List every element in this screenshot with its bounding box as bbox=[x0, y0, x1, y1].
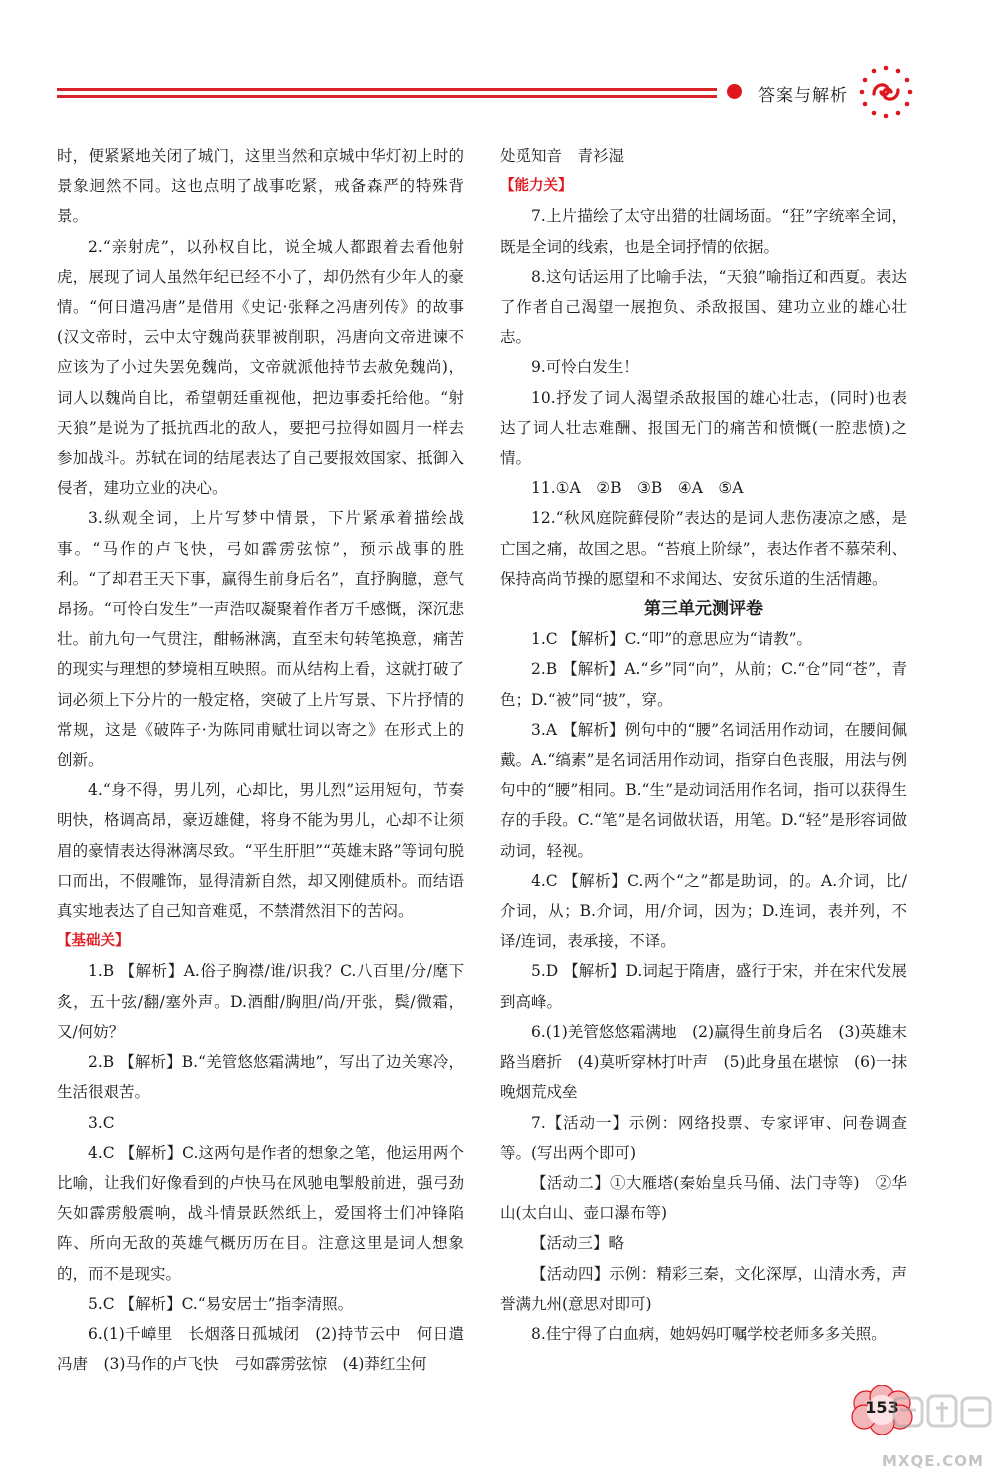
answer-item: 8.佳宁得了白血病，她妈妈叮嘱学校老师多多关照。 bbox=[531, 1324, 887, 1343]
answer-item: 1.C 【解析】C.“叩”的意思应为“请教”。 bbox=[531, 630, 813, 649]
answer-item: 4.C 【解析】C.这两句是作者的想象之笔，他运用两个比喻，让我们好像看到的卢快马在风驰电掣般前进，强弓劲矢如霹雳般震响，战斗情景跃然纸上，爱国将士们冲锋陷阵、所向无敌的英雄气概历历在目。注意这里是词人想象的，而不是现实。 bbox=[57, 1143, 464, 1283]
answer-item: 6.(1)千嶂里 长烟落日孤城闭 (2)持节云中 何日遣冯唐 (3)马作的卢飞快 弓如霹雳弦惊 (4)莽红尘何 bbox=[57, 1324, 464, 1374]
section-tag-ability: 【能力关】 bbox=[500, 178, 573, 195]
paragraph: 时，便紧紧地关闭了城门，这里当然和京城中华灯初上时的景象迥然不同。这也点明了战事吃紧，戒备森严的特殊背景。 bbox=[57, 147, 464, 226]
header-section-title: 答案与解析 bbox=[758, 86, 848, 106]
left-text-column bbox=[57, 141, 464, 1379]
answer-item: 10.抒发了词人渴望杀敌报国的雄心壮志，(同时)也表达了词人壮志难酬、报国无门的痛苦和愤慨(一腔悲愤)之情。 bbox=[500, 388, 907, 468]
answer-item: 11.①A ②B ③B ④A ⑤A bbox=[531, 479, 744, 498]
header-rule-bottom bbox=[57, 95, 717, 98]
answer-item: 6.(1)羌管悠悠霜满地 (2)赢得生前身后名 (3)英雄末路当磨折 (4)莫听穿林打叶声 (5)此身虽在堪惊 (6)一抹晚烟荒戍垒 bbox=[500, 1022, 907, 1102]
answer-paragraph: 4.“身不得，男儿列，心却比，男儿烈”运用短句，节奏明快，格调高昂，豪迈雄健，将身不能为男儿，心却不让须眉的豪情表达得淋漓尽致。“平生肝胆”“英雄末路”等词句脱口而出，不假雕饰，显得清新自然，却又刚健质朴。而结语真实地表达了自己知音难觅，不禁潸然泪下的苦闷。 bbox=[57, 781, 464, 921]
answer-item: 7.【活动一】示例：网络投票、专家评审、问卷调查等。(写出两个即可) bbox=[500, 1113, 907, 1162]
answer-item: 5.D 【解析】D.词起于隋唐，盛行于宋，并在宋代发展到高峰。 bbox=[500, 962, 907, 1011]
answer-paragraph: 3.纵观全词，上片写梦中情景，下片紧承着描绘战事。“马作的卢飞快，弓如霹雳弦惊”，预示战事的胜利。“了却君王天下事，赢得生前身后名”，直抒胸臆，意气昂扬。“可怜白发生”一声浩叹凝聚着作者万千感慨，深沉悲壮。前九句一气贯注，酣畅淋漓，直至末句转笔换意，痛苦的现实与理想的梦境相互映照。而从结构上看，这就打破了词必须上下分片的一般定格，突破了上片写景、下片抒情的常规，这是《破阵子·为陈同甫赋壮词以寄之》在形式上的创新。 bbox=[57, 509, 464, 770]
answer-item: 12.“秋风庭院藓侵阶”表达的是词人悲伤凄凉之感，是亡国之痛，故国之思。“苔痕上阶绿”，表达作者不慕荣利、保持高尚节操的愿望和不求闻达、安贫乐道的生活情趣。 bbox=[500, 509, 907, 588]
right-text-column bbox=[500, 141, 907, 1349]
paragraph: 处觅知音 青衫湿 bbox=[500, 147, 625, 165]
answer-item: 2.B 【解析】A.“乡”同“向”，从前；C.“仓”同“苍”，青色；D.“被”同“披”，穿。 bbox=[500, 660, 907, 709]
watermark-text: MXQE.COM bbox=[882, 1452, 984, 1470]
answer-item: 【活动三】略 bbox=[531, 1234, 625, 1253]
unit-test-heading: 第三单元测评卷 bbox=[644, 599, 763, 620]
answer-item: 8.这句话运用了比喻手法，“天狼”喻指辽和西夏。表达了作者自己渴望一展抱负、杀敌报国、建功立业的雄心壮志。 bbox=[500, 267, 907, 347]
header-bullet-icon bbox=[727, 84, 742, 99]
answer-item: 4.C 【解析】C.两个“之”都是助词，的。A.介词，比/介词，从；B.介词，用/介词，因为；D.连词，表并列，不译/连词，表承接，不译。 bbox=[500, 871, 907, 951]
answer-item: 【活动四】示例：精彩三秦，文化深厚，山清水秀，声誉满九州(意思对即可) bbox=[500, 1264, 907, 1313]
answer-item: 9.可怜白发生！ bbox=[531, 358, 639, 377]
answer-item: 7.上片描绘了太守出猎的壮阔场面。“狂”字统率全词，既是全词的线索，也是全词抒情的依据。 bbox=[500, 207, 907, 256]
section-tag-basic: 【基础关】 bbox=[57, 933, 130, 950]
page-number: 153 bbox=[865, 1398, 899, 1417]
header-rule-top bbox=[57, 88, 717, 91]
swirl-logo-icon bbox=[856, 62, 916, 122]
answer-paragraph: 2.“亲射虎”，以孙权自比，说全城人都跟着去看他射虎，展现了词人虽然年纪已经不小了，却仍然有少年人的豪情。“何日遣冯唐”是借用《史记·张释之冯唐列传》的故事(汉文帝时，云中太守魏尚获罪被削职，冯唐向文帝进谏不应该为了小过失罢免魏尚，文帝就派他持节去赦免魏尚)，词人以魏尚自比，希望朝廷重视他，把边事委托给他。“射天狼”是说为了抵抗西北的敌人，要把弓拉得如圆月一样去参加战斗。苏轼在词的结尾表达了自己要报效国家、抵御入侵者，建功立业的决心。 bbox=[57, 237, 464, 498]
answer-item: 【活动二】①大雁塔(秦始皇兵马俑、法门寺等) ②华山(太白山、壶口瀑布等) bbox=[500, 1173, 907, 1223]
answer-item: 3.A 【解析】例句中的“腰”名词活用作动词，在腰间佩戴。A.“缟素”是名词活用作动词，指穿白色丧服，用法与例句中的“腰”相同。B.“生”是动词活用作名词，指可以获得生存的手段。C.“笔”是名词做状语，用笔。D.“轻”是形容词做动词，轻视。 bbox=[500, 720, 907, 860]
answer-item: 1.B 【解析】A.俗子胸襟/谁/识我？C.八百里/分/麾下炙，五十弦/翻/塞外声。D.酒酣/胸胆/尚/开张，鬓/微霜，又/何妨？ bbox=[57, 962, 464, 1041]
answer-item: 5.C 【解析】C.“易安居士”指李清照。 bbox=[88, 1294, 354, 1313]
answer-item: 2.B 【解析】B.“羌管悠悠霜满地”，写出了边关寒冷，生活很艰苦。 bbox=[57, 1053, 464, 1102]
answer-item: 3.C bbox=[88, 1113, 115, 1132]
